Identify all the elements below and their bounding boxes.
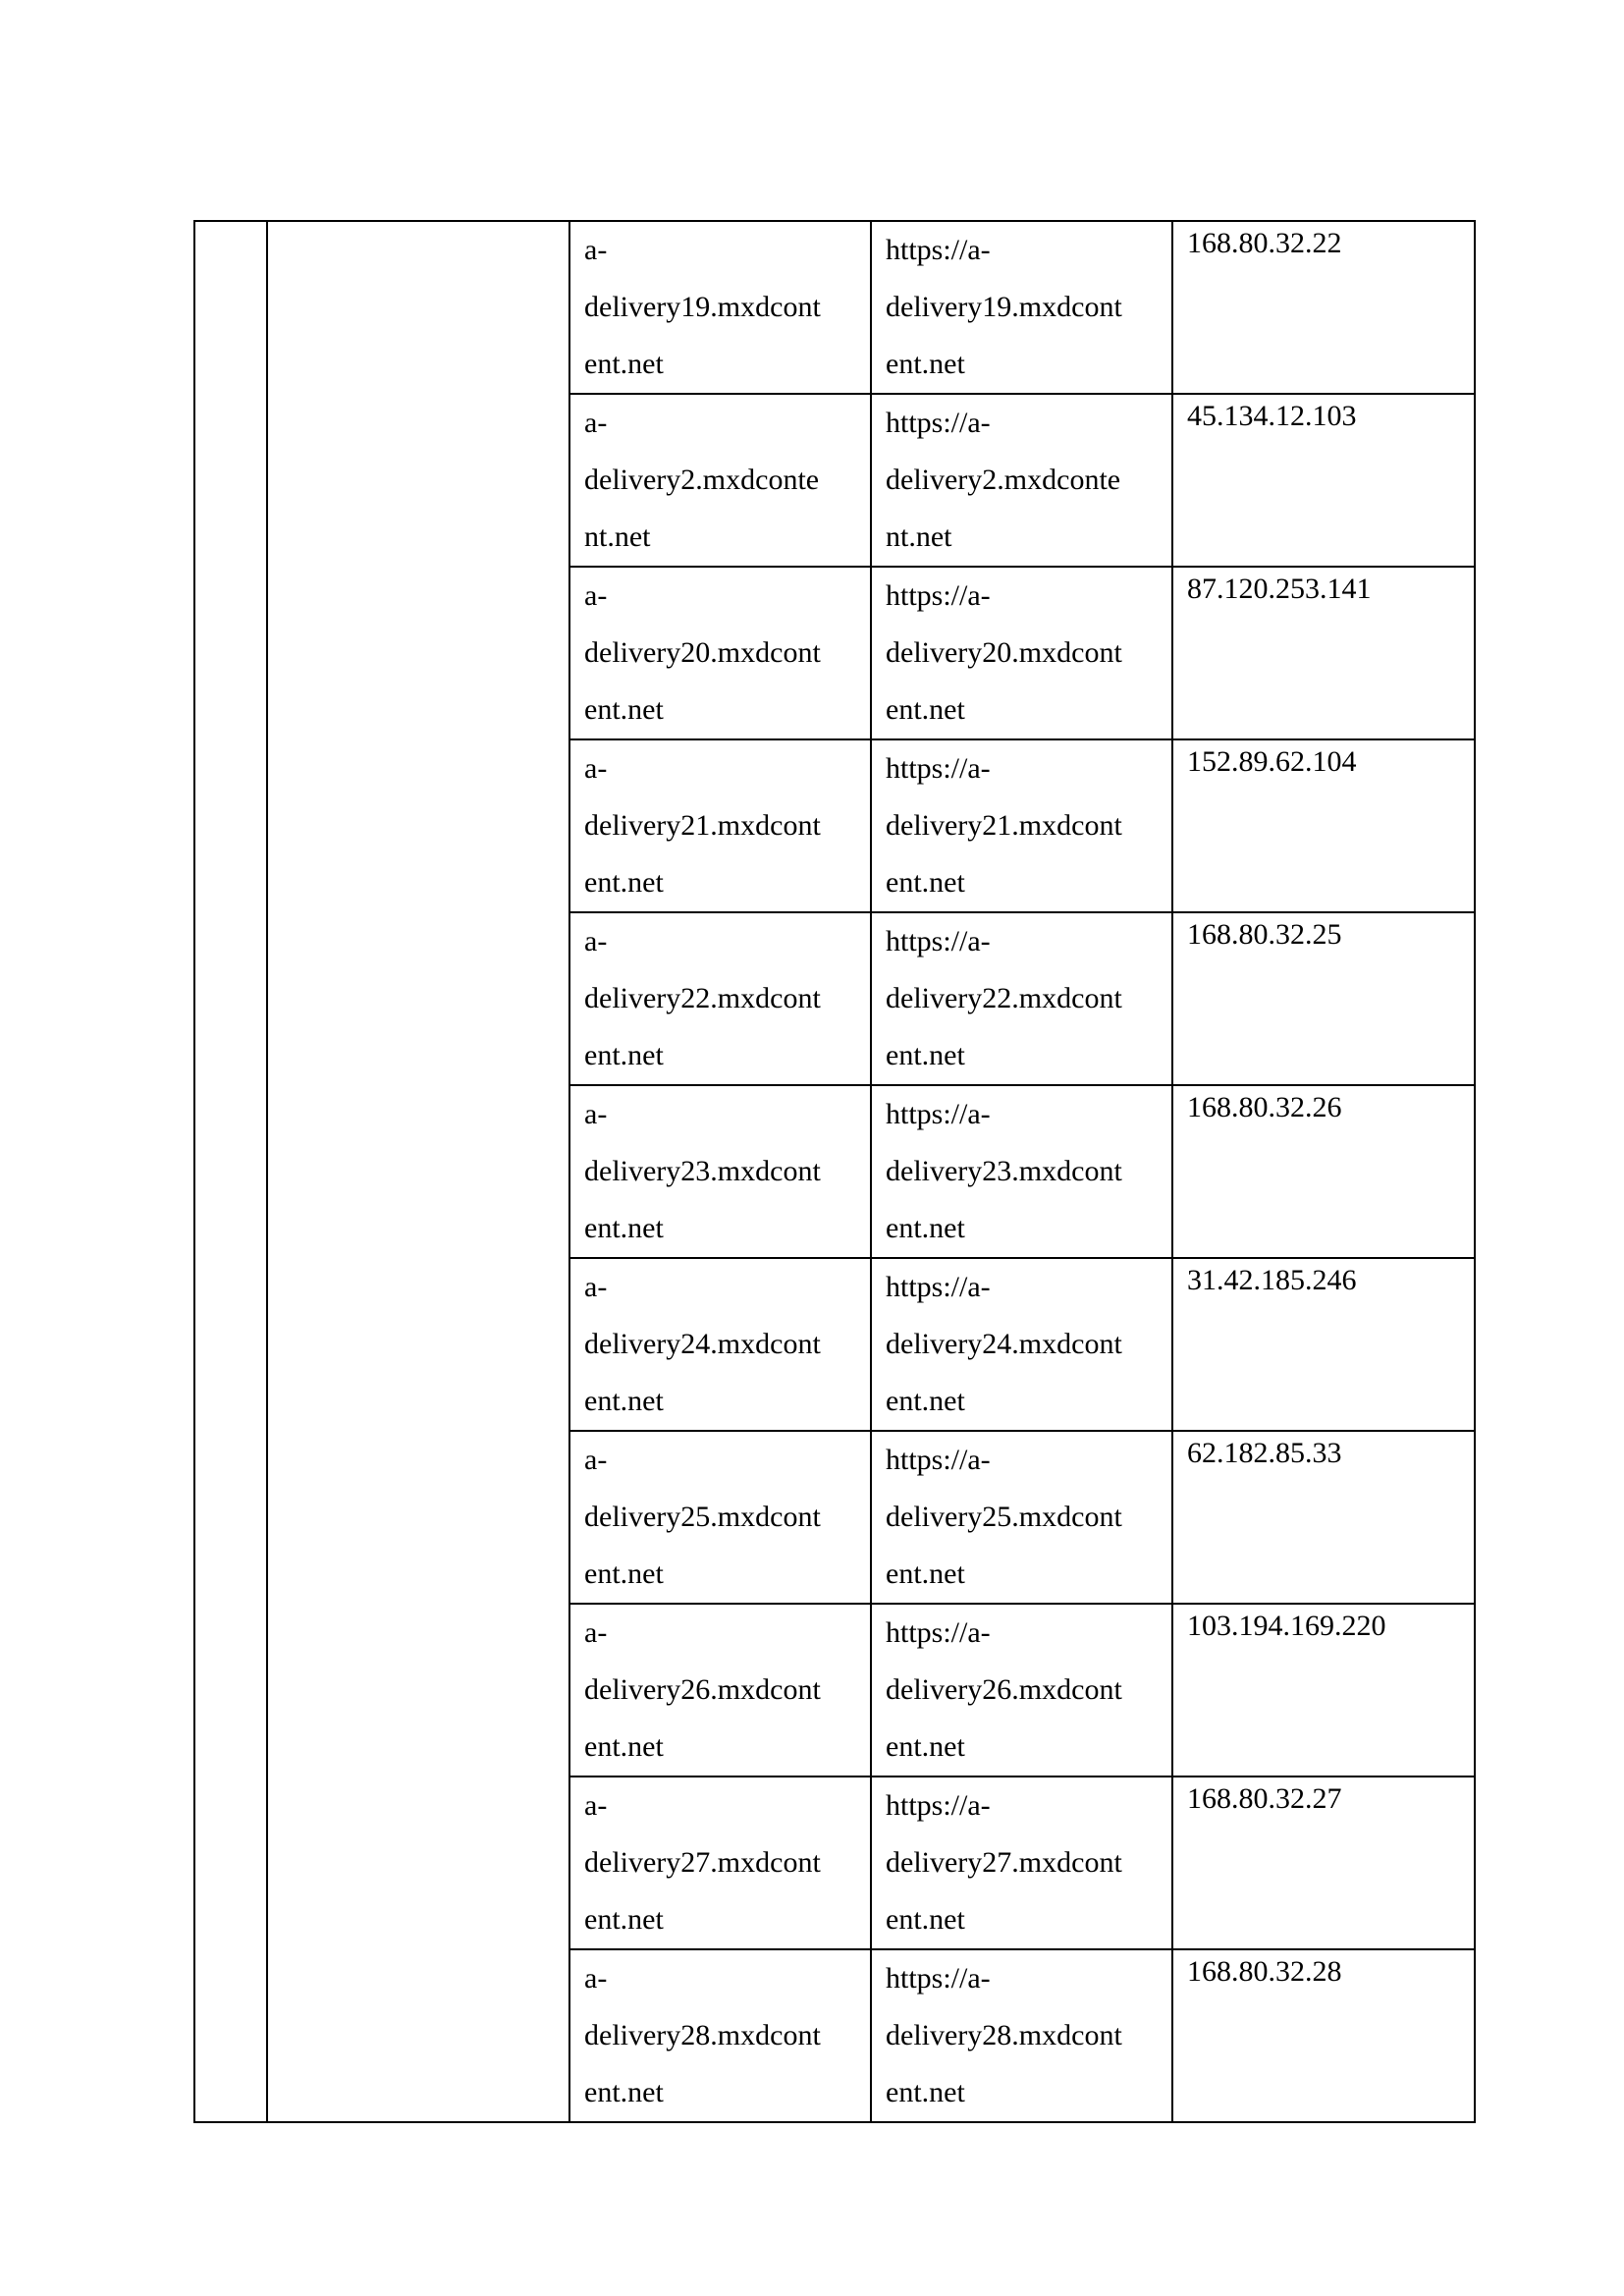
url-text: https://a- delivery20.mxdcont ent.net (886, 579, 1122, 726)
host-cell (569, 1949, 871, 2122)
host-cell (569, 912, 871, 1085)
ip-text: 45.134.12.103 (1187, 400, 1357, 432)
url-cell (871, 1777, 1172, 1949)
host-cell (569, 394, 871, 567)
ip-text: 168.80.32.26 (1187, 1091, 1342, 1123)
host-cell (569, 1258, 871, 1431)
ip-text: 168.80.32.28 (1187, 1955, 1342, 1988)
ip-cell (1172, 221, 1475, 394)
host-text: a- delivery19.mxdcont ent.net (584, 234, 821, 380)
url-cell (871, 1085, 1172, 1258)
ip-text: 168.80.32.22 (1187, 227, 1342, 259)
ip-cell (1172, 912, 1475, 1085)
host-cell (569, 1085, 871, 1258)
ip-text: 152.89.62.104 (1187, 745, 1357, 778)
host-cell (569, 1431, 871, 1604)
host-text: a- delivery23.mxdcont ent.net (584, 1098, 821, 1244)
url-text: https://a- delivery2.mxdconte nt.net (886, 407, 1121, 553)
ip-text: 31.42.185.246 (1187, 1264, 1357, 1296)
url-cell (871, 912, 1172, 1085)
url-cell (871, 739, 1172, 912)
url-cell (871, 567, 1172, 739)
ip-text: 62.182.85.33 (1187, 1437, 1342, 1469)
url-text: https://a- delivery22.mxdcont ent.net (886, 925, 1122, 1071)
ip-text: 168.80.32.25 (1187, 918, 1342, 951)
host-text: a- delivery2.mxdconte nt.net (584, 407, 820, 553)
host-text: a- delivery28.mxdcont ent.net (584, 1962, 821, 2108)
url-text: https://a- delivery27.mxdcont ent.net (886, 1789, 1122, 1936)
host-text: a- delivery22.mxdcont ent.net (584, 925, 821, 1071)
url-text: https://a- delivery25.mxdcont ent.net (886, 1444, 1122, 1590)
url-cell (871, 1604, 1172, 1777)
url-text: https://a- delivery26.mxdcont ent.net (886, 1616, 1122, 1763)
url-text: https://a- delivery19.mxdcont ent.net (886, 234, 1122, 380)
url-text: https://a- delivery21.mxdcont ent.net (886, 752, 1122, 899)
url-cell (871, 1258, 1172, 1431)
host-text: a- delivery24.mxdcont ent.net (584, 1271, 821, 1417)
host-text: a- delivery25.mxdcont ent.net (584, 1444, 821, 1590)
ip-text: 87.120.253.141 (1187, 573, 1372, 605)
ip-cell (1172, 1258, 1475, 1431)
host-cell (569, 1777, 871, 1949)
ip-cell (1172, 739, 1475, 912)
host-text: a- delivery20.mxdcont ent.net (584, 579, 821, 726)
table-row (194, 221, 1475, 394)
url-text: https://a- delivery28.mxdcont ent.net (886, 1962, 1122, 2108)
ip-text: 168.80.32.27 (1187, 1782, 1342, 1815)
ip-cell (1172, 1604, 1475, 1777)
ip-cell (1172, 1777, 1475, 1949)
domain-table-body (194, 221, 1475, 2122)
category-column-cell (267, 221, 569, 2122)
url-cell (871, 394, 1172, 567)
ip-cell (1172, 1431, 1475, 1604)
host-cell (569, 221, 871, 394)
host-text: a- delivery26.mxdcont ent.net (584, 1616, 821, 1763)
ip-cell (1172, 394, 1475, 567)
host-text: a- delivery21.mxdcont ent.net (584, 752, 821, 899)
host-cell (569, 567, 871, 739)
url-cell (871, 1949, 1172, 2122)
index-column-cell (194, 221, 267, 2122)
ip-cell (1172, 1085, 1475, 1258)
host-cell (569, 1604, 871, 1777)
url-cell (871, 1431, 1172, 1604)
host-text: a- delivery27.mxdcont ent.net (584, 1789, 821, 1936)
ip-text: 103.194.169.220 (1187, 1610, 1386, 1642)
url-text: https://a- delivery23.mxdcont ent.net (886, 1098, 1122, 1244)
url-cell (871, 221, 1172, 394)
host-cell (569, 739, 871, 912)
domain-table (193, 220, 1476, 2123)
ip-cell (1172, 567, 1475, 739)
ip-cell (1172, 1949, 1475, 2122)
url-text: https://a- delivery24.mxdcont ent.net (886, 1271, 1122, 1417)
